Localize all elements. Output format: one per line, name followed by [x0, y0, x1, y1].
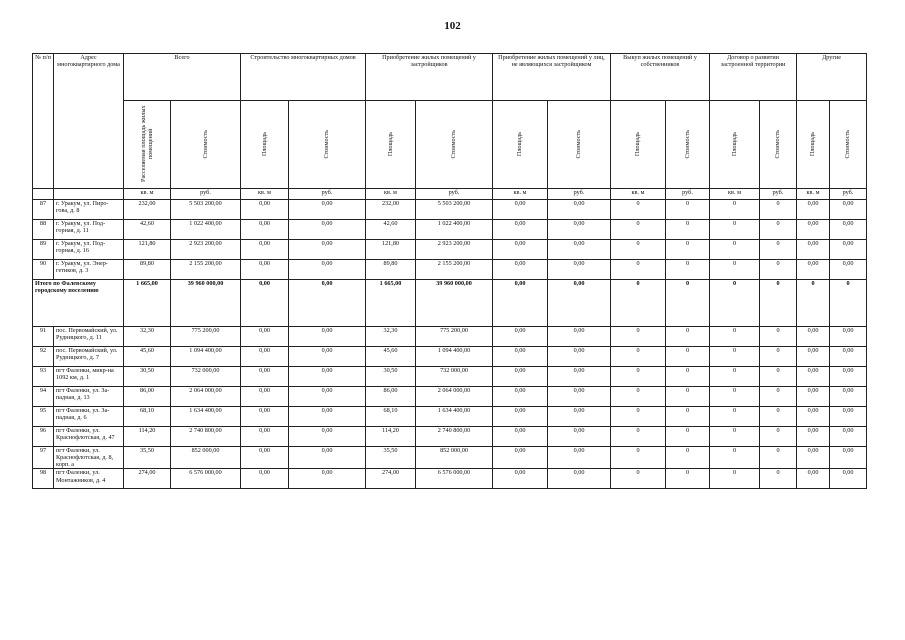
table-row: [33, 260, 867, 280]
row-value: 0,00: [241, 469, 289, 489]
row-value: 30,50: [366, 367, 416, 387]
row-value: 0,00: [797, 327, 830, 347]
row-value: 0: [710, 367, 760, 387]
row-value: 5 503 200,00: [171, 200, 241, 220]
row-value: 0,00: [241, 387, 289, 407]
row-value: 45,60: [366, 347, 416, 367]
table-row: [33, 347, 867, 367]
row-address: пгт Фаленки, ул. За-падная, д. 13: [54, 387, 124, 407]
row-value: 0: [611, 240, 666, 260]
row-value: 0,00: [797, 367, 830, 387]
subheader-cell: [366, 101, 416, 189]
row-value: 0,00: [241, 367, 289, 387]
row-value: 0,00: [797, 200, 830, 220]
row-value: 274,00: [366, 469, 416, 489]
row-value: 121,80: [124, 240, 171, 260]
header-group-construction: Строительство многоквартирных домов: [241, 54, 366, 101]
row-value: 0: [710, 200, 760, 220]
row-value: 0: [611, 327, 666, 347]
row-number: 93: [33, 367, 54, 387]
table-row: [33, 240, 867, 260]
row-number: 90: [33, 260, 54, 280]
row-value: 0,00: [548, 367, 611, 387]
row-value: 0: [760, 469, 797, 489]
table-row: [33, 469, 867, 489]
row-value: 0,00: [289, 407, 366, 427]
row-value: 0,00: [830, 200, 867, 220]
row-value: 0: [760, 447, 797, 469]
row-value: 1 634 400,00: [171, 407, 241, 427]
row-value: 0,00: [289, 427, 366, 447]
row-value: 0,00: [830, 407, 867, 427]
row-value: 0: [710, 347, 760, 367]
row-address: г. Уракум, ул. Энер-гетиков, д. 3: [54, 260, 124, 280]
table-row: [33, 427, 867, 447]
row-value: 0,00: [241, 220, 289, 240]
table-row: [33, 220, 867, 240]
row-value: 0: [666, 240, 710, 260]
row-value: 0: [760, 427, 797, 447]
unit-cell: руб.: [171, 189, 241, 200]
table-row: [33, 200, 867, 220]
subheader-label: Площадь: [260, 131, 268, 157]
header-address: Адрес многоквартирного дома: [54, 54, 124, 189]
row-value: 1 634 400,00: [416, 407, 493, 427]
row-value: 0,00: [493, 327, 548, 347]
subheader-cell: [241, 101, 289, 189]
row-value: 0,00: [830, 469, 867, 489]
unit-cell: руб.: [666, 189, 710, 200]
row-value: 0: [666, 407, 710, 427]
row-number: 92: [33, 347, 54, 367]
row-value: 0: [611, 260, 666, 280]
row-value: 30,50: [124, 367, 171, 387]
unit-cell: руб.: [760, 189, 797, 200]
row-value: 732 000,00: [171, 367, 241, 387]
subheader-cell: [171, 101, 241, 189]
row-value: 0: [760, 387, 797, 407]
row-number: 95: [33, 407, 54, 427]
row-value: 0,00: [797, 260, 830, 280]
subheader-cell: [830, 101, 867, 189]
row-value: 2 923 200,00: [416, 240, 493, 260]
subheader-label: Расселяемая площадь жилых помещений: [139, 105, 154, 183]
unit-cell: кв. м: [241, 189, 289, 200]
row-value: 0: [760, 347, 797, 367]
row-value: 0,00: [797, 347, 830, 367]
row-address: пгт Фаленки, ул. За-падная, д. 6: [54, 407, 124, 427]
row-value: 1 094 400,00: [171, 347, 241, 367]
row-number: 96: [33, 427, 54, 447]
row-value: 35,50: [366, 447, 416, 469]
row-number: 98: [33, 469, 54, 489]
row-value: 35,50: [124, 447, 171, 469]
subheader-label: Стоимость: [844, 129, 852, 159]
row-address: пгт Фаленки, микр-на 1092 км, д. 1: [54, 367, 124, 387]
subheader-label: Стоимость: [450, 129, 458, 159]
row-value: 1 094 400,00: [416, 347, 493, 367]
subheader-cell: [710, 101, 760, 189]
unit-cell: кв. м: [710, 189, 760, 200]
row-value: 32,30: [366, 327, 416, 347]
row-value: 0,00: [241, 200, 289, 220]
total-value: 0: [830, 280, 867, 327]
row-value: 0,00: [548, 260, 611, 280]
row-value: 42,60: [366, 220, 416, 240]
row-number: 88: [33, 220, 54, 240]
subheader-cell: [666, 101, 710, 189]
row-value: 0,00: [241, 407, 289, 427]
row-address: пгт Фаленки, ул. Краснофлотская, д. 47: [54, 427, 124, 447]
unit-cell: руб.: [830, 189, 867, 200]
row-address: пгт Фаленки, ул. Краснофлотская, д. 8, корп. а: [54, 447, 124, 469]
row-value: 1 022 400,00: [416, 220, 493, 240]
row-value: 0,00: [241, 327, 289, 347]
row-value: 0,00: [493, 347, 548, 367]
row-value: 0,00: [493, 427, 548, 447]
row-value: 0: [666, 327, 710, 347]
row-value: 0: [611, 367, 666, 387]
total-value: 0,00: [241, 280, 289, 327]
row-value: 0,00: [830, 260, 867, 280]
row-value: 0,00: [289, 469, 366, 489]
row-value: 0: [666, 260, 710, 280]
subheader-label: Стоимость: [323, 129, 331, 159]
row-value: 2 064 000,00: [416, 387, 493, 407]
row-value: 89,80: [366, 260, 416, 280]
subheader-label: Стоимость: [201, 129, 209, 159]
row-value: 852 000,00: [171, 447, 241, 469]
subheader-cell: [797, 101, 830, 189]
row-value: 42,60: [124, 220, 171, 240]
total-value: 0: [666, 280, 710, 327]
row-value: 0: [666, 469, 710, 489]
header-row-units: [33, 189, 867, 200]
row-value: 0,00: [830, 240, 867, 260]
subheader-label: Стоимость: [575, 129, 583, 159]
row-value: 0,00: [797, 220, 830, 240]
header-row-sub: [33, 101, 867, 189]
subheader-label: Площадь: [634, 131, 642, 157]
total-value: 0,00: [493, 280, 548, 327]
row-value: 0,00: [830, 447, 867, 469]
resettlement-table: [32, 53, 867, 489]
row-value: 0,00: [830, 327, 867, 347]
row-address: пгт Фаленки, ул. Монтажников, д. 4: [54, 469, 124, 489]
total-value: 0,00: [289, 280, 366, 327]
row-value: 0,00: [548, 447, 611, 469]
row-value: 0,00: [797, 240, 830, 260]
table-row: [33, 367, 867, 387]
row-value: 0,00: [548, 387, 611, 407]
row-value: 0: [666, 387, 710, 407]
row-value: 0,00: [797, 469, 830, 489]
row-value: 0: [710, 220, 760, 240]
row-value: 0: [760, 200, 797, 220]
subheader-cell: [289, 101, 366, 189]
row-number: 89: [33, 240, 54, 260]
row-value: 232,00: [124, 200, 171, 220]
row-value: 732 000,00: [416, 367, 493, 387]
total-value: 39 960 000,00: [416, 280, 493, 327]
row-value: 775 200,00: [171, 327, 241, 347]
row-value: 0,00: [797, 447, 830, 469]
header-group-purchase-others: Приобретение жилых помещений у лиц, не являющихся застройщиком: [493, 54, 611, 101]
row-value: 114,20: [124, 427, 171, 447]
row-value: 0,00: [548, 469, 611, 489]
row-address: г. Уракум, ул. Пиро-гова, д. 8: [54, 200, 124, 220]
row-number: 91: [33, 327, 54, 347]
row-value: 32,30: [124, 327, 171, 347]
row-value: 0,00: [241, 347, 289, 367]
header-group-other: Другие: [797, 54, 867, 101]
row-number: 97: [33, 447, 54, 469]
total-value: 0,00: [548, 280, 611, 327]
subheader-cell: [124, 101, 171, 189]
row-value: 0,00: [493, 367, 548, 387]
row-value: 121,80: [366, 240, 416, 260]
row-value: 0,00: [289, 240, 366, 260]
row-value: 0,00: [830, 220, 867, 240]
row-value: 5 503 200,00: [416, 200, 493, 220]
subheader-cell: [548, 101, 611, 189]
row-value: 0,00: [289, 387, 366, 407]
row-value: 0,00: [493, 469, 548, 489]
unit-cell: руб.: [289, 189, 366, 200]
row-value: 0,00: [548, 427, 611, 447]
row-value: 0: [710, 447, 760, 469]
unit-cell: кв. м: [366, 189, 416, 200]
row-value: 775 200,00: [416, 327, 493, 347]
row-value: 0,00: [241, 260, 289, 280]
units-empty: [54, 189, 124, 200]
subheader-label: Площадь: [386, 131, 394, 157]
row-value: 0: [710, 240, 760, 260]
row-value: 0: [710, 387, 760, 407]
row-value: 0,00: [797, 387, 830, 407]
row-number: 87: [33, 200, 54, 220]
row-value: 0,00: [797, 427, 830, 447]
table-row: [33, 447, 867, 469]
unit-cell: кв. м: [124, 189, 171, 200]
page-number: 102: [444, 20, 461, 32]
row-value: 0,00: [289, 327, 366, 347]
row-value: 86,00: [124, 387, 171, 407]
subheader-cell: [760, 101, 797, 189]
row-value: 2 740 800,00: [416, 427, 493, 447]
row-value: 0: [611, 447, 666, 469]
row-value: 0,00: [493, 387, 548, 407]
header-row-groups: [33, 54, 867, 101]
row-value: 45,60: [124, 347, 171, 367]
row-value: 0: [710, 407, 760, 427]
row-value: 0,00: [493, 407, 548, 427]
row-value: 68,10: [124, 407, 171, 427]
total-value: 1 665,00: [366, 280, 416, 327]
row-value: 0,00: [548, 240, 611, 260]
row-value: 0,00: [289, 367, 366, 387]
unit-cell: кв. м: [611, 189, 666, 200]
table-row: [33, 327, 867, 347]
total-value: 0: [797, 280, 830, 327]
row-value: 0,00: [289, 260, 366, 280]
row-value: 0,00: [241, 427, 289, 447]
row-value: 0: [611, 427, 666, 447]
row-value: 0,00: [830, 387, 867, 407]
row-value: 0: [611, 347, 666, 367]
row-value: 0,00: [548, 347, 611, 367]
row-value: 0,00: [797, 407, 830, 427]
row-value: 0,00: [493, 220, 548, 240]
subheader-cell: [493, 101, 548, 189]
row-value: 68,10: [366, 407, 416, 427]
row-value: 6 576 000,00: [171, 469, 241, 489]
row-value: 0,00: [289, 447, 366, 469]
row-value: 0: [666, 200, 710, 220]
total-value: 0: [611, 280, 666, 327]
row-value: 0: [611, 387, 666, 407]
row-value: 0: [710, 469, 760, 489]
row-value: 6 576 000,00: [416, 469, 493, 489]
row-value: 0: [611, 469, 666, 489]
row-value: 0,00: [548, 200, 611, 220]
row-value: 0,00: [289, 200, 366, 220]
header-group-total: Всего: [124, 54, 241, 101]
row-value: 89,80: [124, 260, 171, 280]
total-value: 0: [710, 280, 760, 327]
table-row: [33, 387, 867, 407]
row-value: 0,00: [493, 260, 548, 280]
total-value: 1 665,00: [124, 280, 171, 327]
header-group-purchase-developers: Приобретение жилых помещений у застройщиков: [366, 54, 493, 101]
row-value: 0: [666, 367, 710, 387]
row-value: 0,00: [493, 447, 548, 469]
row-value: 0,00: [830, 367, 867, 387]
subheader-label: Площадь: [809, 131, 817, 157]
subheader-label: Площадь: [516, 131, 524, 157]
row-value: 0,00: [241, 447, 289, 469]
row-value: 0: [611, 200, 666, 220]
header-num: № п/п: [33, 54, 54, 189]
row-value: 0,00: [241, 240, 289, 260]
row-value: 0: [760, 367, 797, 387]
row-value: 0: [710, 327, 760, 347]
subheader-label: Стоимость: [683, 129, 691, 159]
row-value: 0,00: [548, 220, 611, 240]
total-value: 39 960 000,00: [171, 280, 241, 327]
row-value: 0: [666, 447, 710, 469]
total-row: [33, 280, 867, 327]
row-value: 274,00: [124, 469, 171, 489]
row-value: 2 064 000,00: [171, 387, 241, 407]
row-value: 852 000,00: [416, 447, 493, 469]
total-value: 0: [760, 280, 797, 327]
row-value: 0: [760, 407, 797, 427]
row-value: 0,00: [493, 240, 548, 260]
row-value: 114,20: [366, 427, 416, 447]
units-empty: [33, 189, 54, 200]
row-value: 0,00: [548, 327, 611, 347]
row-value: 0: [666, 347, 710, 367]
row-value: 0,00: [289, 347, 366, 367]
row-value: 2 740 800,00: [171, 427, 241, 447]
row-value: 0: [666, 220, 710, 240]
row-value: 0,00: [830, 427, 867, 447]
row-number: 94: [33, 387, 54, 407]
row-value: 0: [710, 427, 760, 447]
unit-cell: руб.: [548, 189, 611, 200]
subheader-label: Площадь: [730, 131, 738, 157]
row-address: г. Уракум, ул. Под-горная, д. 11: [54, 220, 124, 240]
row-value: 0: [611, 407, 666, 427]
row-value: 0,00: [493, 200, 548, 220]
header-group-buyout: Выкуп жилых помещений у собственников: [611, 54, 710, 101]
subheader-cell: [611, 101, 666, 189]
row-value: 0: [710, 260, 760, 280]
row-value: 2 155 200,00: [171, 260, 241, 280]
unit-cell: кв. м: [493, 189, 548, 200]
table-row: [33, 407, 867, 427]
subheader-cell: [416, 101, 493, 189]
row-value: 0: [760, 220, 797, 240]
row-address: г. Уракум, ул. Под-горная, д. 16: [54, 240, 124, 260]
unit-cell: руб.: [416, 189, 493, 200]
subheader-label: Стоимость: [774, 129, 782, 159]
row-value: 0,00: [548, 407, 611, 427]
row-value: 2 923 200,00: [171, 240, 241, 260]
unit-cell: кв. м: [797, 189, 830, 200]
row-address: пос. Первомайский, ул. Рудницкого, д. 7: [54, 347, 124, 367]
row-address: пос. Первомайский, ул. Рудницкого, д. 11: [54, 327, 124, 347]
row-value: 0: [760, 327, 797, 347]
row-value: 0,00: [289, 220, 366, 240]
row-value: 1 022 400,00: [171, 220, 241, 240]
row-value: 0,00: [830, 347, 867, 367]
row-value: 2 155 200,00: [416, 260, 493, 280]
row-value: 232,00: [366, 200, 416, 220]
header-group-development: Договор о развитии застроенной территории: [710, 54, 797, 101]
total-label: Итого по Фалевскому городскому поселению: [33, 280, 124, 327]
row-value: 0: [611, 220, 666, 240]
row-value: 0: [760, 240, 797, 260]
row-value: 0: [760, 260, 797, 280]
row-value: 0: [666, 427, 710, 447]
row-value: 86,00: [366, 387, 416, 407]
